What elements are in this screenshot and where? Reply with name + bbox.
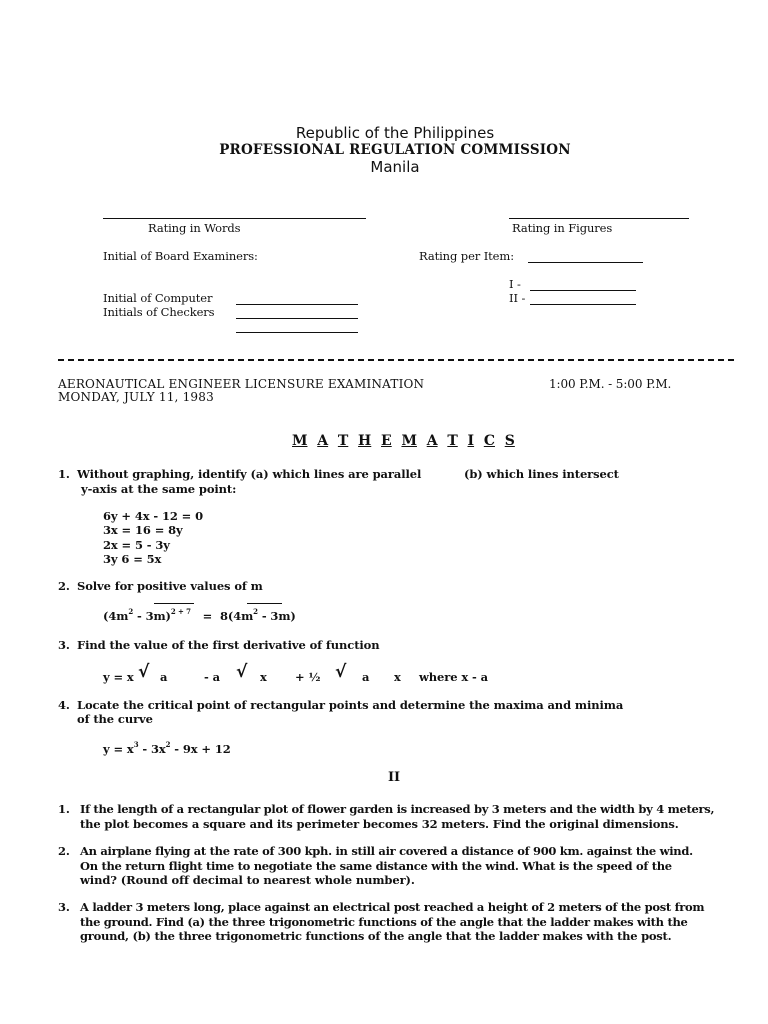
p2-q1-line: If the length of a rectangular plot of flower garden is increased by 3 meters and the width by 4 meters,	[80, 802, 715, 816]
header-city: Manila	[370, 158, 420, 176]
p1-q3-term: - a	[204, 670, 220, 684]
p1-q3-term: + ½	[295, 670, 321, 684]
subject-letter: T	[337, 433, 349, 449]
p1-q4-mid: - 3x	[138, 742, 166, 756]
p1-q4-sup: 2	[165, 740, 171, 749]
p2-q3-number: 3.	[58, 900, 70, 914]
subject-letter: M	[401, 433, 417, 449]
p2-q2-line: wind? (Round off decimal to nearest whole number).	[80, 873, 415, 887]
subject-letter: C	[483, 433, 495, 449]
p1-q1-text-b: (b) which lines intersect	[464, 467, 619, 481]
p2-q1-line: the plot becomes a square and its perimeter becomes 32 meters. Find the original dimensions.	[80, 817, 679, 831]
p1-q4-y: y = x	[103, 742, 134, 756]
p1-q3-radical-icon: √	[335, 662, 347, 682]
part-two-label: II	[388, 770, 400, 785]
p1-q4-equation	[103, 742, 231, 756]
item-ii-label: II -	[509, 291, 526, 305]
p1-q2-overline-right	[247, 603, 282, 604]
rating-words-line	[103, 218, 366, 219]
header-republic: Republic of the Philippines	[295, 124, 495, 142]
p1-q4-end: - 9x + 12	[170, 742, 231, 756]
p1-q1-text-a: Without graphing, identify (a) which lines are parallel	[77, 467, 422, 481]
p1-q3-term: x	[394, 670, 401, 684]
p2-q2-line: An airplane flying at the rate of 300 kph. in still air covered a distance of 900 km. against the wind.	[80, 844, 693, 858]
checkers-label: Initials of Checkers	[103, 305, 215, 319]
item-i-line	[530, 290, 636, 291]
computer-label: Initial of Computer	[103, 291, 213, 305]
p1-q1-number: 1.	[58, 467, 70, 481]
rating-words-label: Rating in Words	[148, 221, 241, 235]
p1-q2-lhs-b: - 3m)	[133, 609, 171, 623]
p2-q3-line: the ground. Find (a) the three trigonometric functions of the angle that the ladder makes with the	[80, 915, 688, 929]
p1-q3-where: where x - a	[419, 670, 488, 684]
p1-q2-rhs-b: - 3m)	[257, 609, 296, 623]
p1-q3-term: a	[160, 670, 168, 684]
p2-q3-line: ground, (b) the three trigonometric functions of the angle that the ladder makes with the post.	[80, 929, 672, 943]
item-ii-line	[530, 304, 636, 305]
p1-q3-radical-icon: √	[138, 662, 150, 682]
p1-q4-text-a: Locate the critical point of rectangular points and determine the maxima and minima	[77, 698, 624, 712]
p1-q1-equation: 6y + 4x - 12 = 0	[103, 509, 204, 523]
p1-q1-equation: 3x = 16 = 8y	[103, 523, 183, 537]
subject-letter: E	[381, 433, 392, 449]
p2-q3-line: A ladder 3 meters long, place against an electrical post reached a height of 2 meters of the post from	[80, 900, 705, 914]
p1-q2-rhs-a: 8(4m	[219, 609, 254, 623]
board-examiners-label: Initial of Board Examiners:	[103, 249, 258, 263]
p1-q3-term: x	[260, 670, 267, 684]
checkers-line-2	[236, 332, 358, 333]
subject-letter: H	[358, 433, 372, 449]
exam-title: AERONAUTICAL ENGINEER LICENSURE EXAMINATION	[58, 377, 425, 391]
p1-q2-lhs-a: (4m	[103, 609, 129, 623]
p1-q2-equals: =	[202, 609, 213, 623]
exam-date: MONDAY, JULY 11, 1983	[58, 390, 214, 404]
p1-q1-equation: 3y 6 = 5x	[103, 552, 162, 566]
p1-q2-sup: 2	[128, 607, 134, 616]
computer-line	[236, 304, 358, 305]
subject-letter: S	[504, 433, 515, 449]
p1-q3-y: y = x	[103, 670, 134, 684]
p1-q2-equation	[103, 609, 296, 623]
p1-q1-equation: 2x = 5 - 3y	[103, 538, 170, 552]
p1-q3-number: 3.	[58, 638, 70, 652]
p1-q2-overline-left	[154, 603, 194, 604]
subject-letter: I	[467, 433, 475, 449]
header-commission: PROFESSIONAL REGULATION COMMISSION	[219, 142, 571, 158]
p1-q2-sup: 2	[253, 607, 258, 616]
p1-q2-number: 2.	[58, 579, 70, 593]
p2-q2-line: On the return flight time to negotiate the same distance with the wind. What is the speed of the	[80, 859, 672, 873]
p2-q2-number: 2.	[58, 844, 70, 858]
p1-q3-radical-icon: √	[236, 662, 248, 682]
subject-title	[292, 433, 515, 449]
p1-q2-text: Solve for positive values of m	[77, 579, 263, 593]
p1-q4-number: 4.	[58, 698, 70, 712]
rating-figures-line	[509, 218, 689, 219]
separator-dashed	[58, 359, 734, 361]
p1-q4-sup: 3	[133, 740, 139, 749]
p1-q3-term: a	[362, 670, 370, 684]
subject-letter: A	[426, 433, 438, 449]
p1-q4-text-b: of the curve	[77, 712, 153, 726]
checkers-line-1	[236, 318, 358, 319]
p1-q2-sup: 2 + 7	[170, 607, 191, 616]
subject-letter: M	[292, 433, 308, 449]
rating-figures-label: Rating in Figures	[512, 221, 613, 235]
rating-per-item-label: Rating per Item:	[419, 249, 514, 263]
p2-q1-number: 1.	[58, 802, 70, 816]
subject-letter: T	[447, 433, 458, 449]
exam-time: 1:00 P.M. - 5:00 P.M.	[549, 377, 672, 391]
p1-q3-text: Find the value of the first derivative of function	[77, 638, 380, 652]
rating-per-item-line	[528, 262, 643, 263]
p1-q1-text-c: y-axis at the same point:	[81, 482, 237, 496]
subject-letter: A	[317, 433, 329, 449]
item-i-label: I -	[509, 277, 521, 291]
